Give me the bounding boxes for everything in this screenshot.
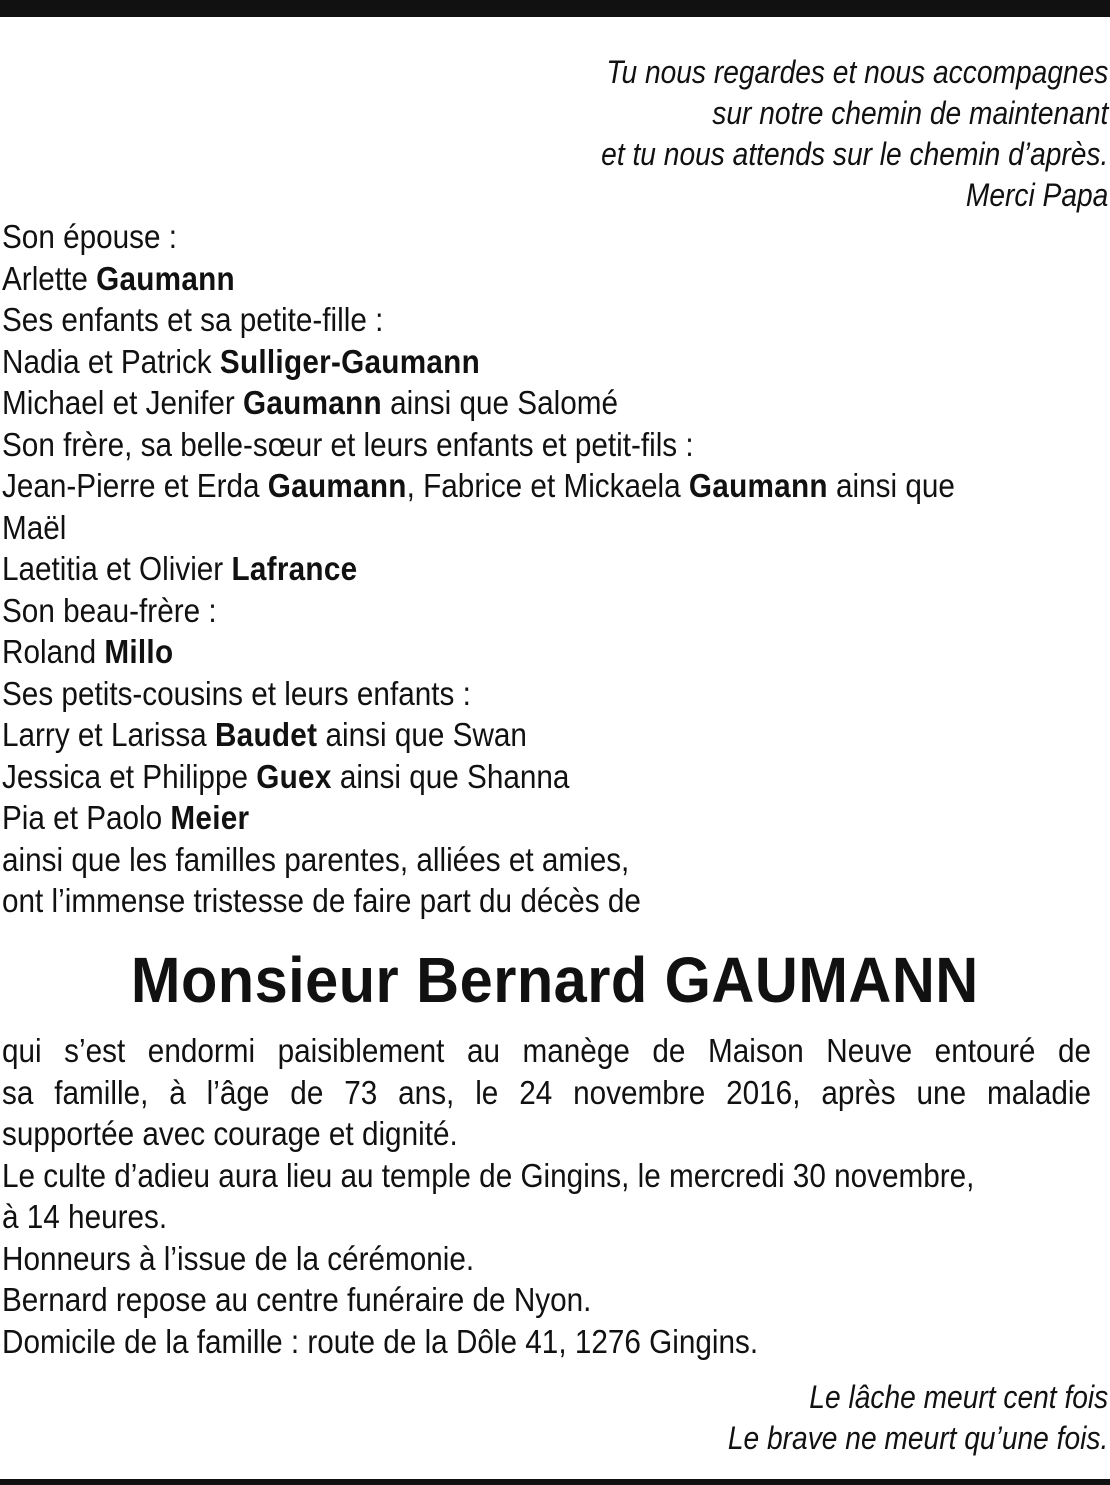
siblings-heading: Son frère, sa belle-sœur et leurs enfants et petit-fils : xyxy=(2,425,694,463)
entry-suffix: ainsi que xyxy=(836,467,955,504)
first-names: Pia et Paolo xyxy=(2,799,163,836)
surname: Lafrance xyxy=(231,550,358,587)
family-list xyxy=(2,216,1100,922)
first-names: Michael et Jenifer xyxy=(2,384,235,421)
child-entry xyxy=(2,341,1100,383)
quote-line: et tu nous attends sur le chemin d’après. xyxy=(600,136,1108,172)
bottom-border-rule xyxy=(0,1479,1110,1485)
repose-line: Bernard repose au centre funéraire de Nyon. xyxy=(2,1281,592,1318)
opening-quote xyxy=(601,52,1108,216)
entry-suffix: ainsi que Swan xyxy=(325,716,527,753)
surname: Gaumann xyxy=(267,467,407,504)
sibling-entry xyxy=(2,465,1100,507)
surname: Sulliger-Gaumann xyxy=(219,342,481,380)
surname: Gaumann xyxy=(243,384,382,421)
first-names: Jean-Pierre et Erda xyxy=(2,467,260,504)
cousin-entry xyxy=(2,756,1100,798)
sibling-entry xyxy=(2,548,1100,590)
first-names: Roland xyxy=(2,633,97,670)
entry-suffix: ainsi que Shanna xyxy=(339,757,570,795)
honours-line: Honneurs à l’issue de la cérémonie. xyxy=(2,1239,475,1277)
child-entry xyxy=(2,382,1100,424)
surname: Gaumann xyxy=(688,467,828,504)
body-line: supportée avec courage et dignité. xyxy=(2,1115,458,1152)
brother-in-law-entry xyxy=(2,631,1100,673)
family-address: Domicile de la famille : route de la Dôle 41, 1276 Gingins. xyxy=(2,1322,759,1360)
quote-line: sur notre chemin de maintenant xyxy=(711,95,1108,131)
first-names: Jessica et Philippe xyxy=(2,757,248,795)
brother-in-law-heading: Son beau-frère : xyxy=(2,591,217,629)
quote-signature: Merci Papa xyxy=(965,177,1108,213)
first-names: Laetitia et Olivier xyxy=(2,550,224,587)
surname: Baudet xyxy=(214,716,318,753)
ceremony-time: à 14 heures. xyxy=(2,1198,168,1235)
closing-line: ont l’immense tristesse de faire part du décès de xyxy=(2,882,641,919)
cousin-entry xyxy=(2,714,1100,756)
quote-line: Le brave ne meurt qu’une fois. xyxy=(727,1420,1108,1456)
cousin-entry xyxy=(2,797,1100,839)
first-names: Nadia et Patrick xyxy=(2,342,212,380)
body-line: qui s’est endormi paisiblement au manège de Maison Neuve entouré de xyxy=(2,1032,1091,1069)
surname: Gaumann xyxy=(96,259,235,297)
cousins-heading: Ses petits-cousins et leurs enfants : xyxy=(2,674,471,712)
deceased-name: Monsieur Bernard GAUMANN xyxy=(131,944,979,1016)
ceremony-line: Le culte d’adieu aura lieu au temple de Gingins, le mercredi 30 novembre, xyxy=(2,1156,975,1194)
closing-line: ainsi que les familles parentes, alliées et amies, xyxy=(2,840,630,878)
deceased-name-heading xyxy=(0,937,1110,1023)
sibling-entry-continued: Maël xyxy=(2,508,67,546)
surname: Guex xyxy=(256,757,332,795)
surname: Meier xyxy=(170,799,250,836)
first-names: Larry et Larissa xyxy=(2,716,207,753)
body-line: sa famille, à l’âge de 73 ans, le 24 novembre 2016, après une maladie xyxy=(2,1073,1091,1111)
top-border-rule xyxy=(0,0,1110,17)
quote-line: Le lâche meurt cent fois xyxy=(809,1379,1108,1415)
first-names: , Fabrice et Mickaela xyxy=(406,467,681,504)
first-names: Arlette xyxy=(2,259,88,297)
spouse-entry xyxy=(2,258,1100,300)
announcement-body xyxy=(2,1030,1091,1362)
entry-suffix: ainsi que Salomé xyxy=(390,384,618,421)
children-heading: Ses enfants et sa petite-fille : xyxy=(2,301,384,338)
spouse-heading: Son épouse : xyxy=(2,218,178,255)
closing-quote xyxy=(728,1377,1108,1459)
quote-line: Tu nous regardes et nous accompagnes xyxy=(606,54,1108,90)
surname: Millo xyxy=(104,633,174,670)
